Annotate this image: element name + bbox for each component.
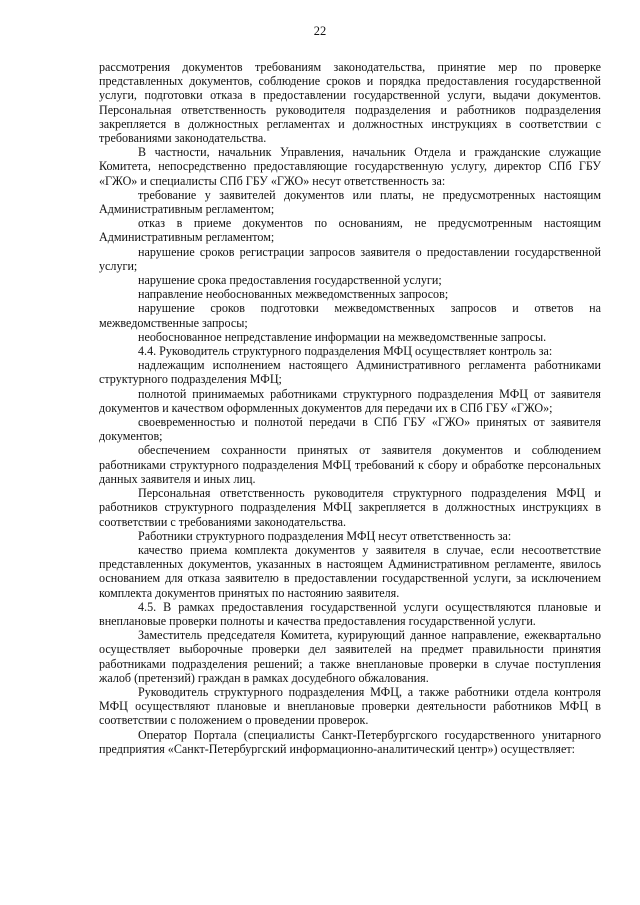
paragraph: полнотой принимаемых работниками структурного подразделения МФЦ от заявителя документов и качеством оформленных документов для передачи их в СПб ГБУ «ГЖО»;: [99, 386, 601, 415]
paragraph: требование у заявителей документов или платы, не предусмотренных настоящим Административным регламентом;: [99, 187, 601, 217]
paragraph: 4.4. Руководитель структурного подразделения МФЦ осуществляет контроль за:: [138, 344, 553, 359]
paragraph: Оператор Портала (специалисты Санкт-Петербургского государственного унитарного предприятия «Санкт-Петербургский информационно-аналитический центр») осуществляет:: [99, 727, 601, 756]
paragraph: отказ в приеме документов по основаниям, не предусмотренным настоящим Административным регламентом;: [99, 216, 601, 245]
paragraph: Персональная ответственность руководителя структурного подразделения МФЦ и работников структурного подразделения МФЦ закрепляется в должностных инструкциях в соответствии с требованиями законодательства.: [99, 486, 601, 529]
paragraph: Работники структурного подразделения МФЦ несут ответственность за:: [138, 528, 512, 543]
paragraph: Руководитель структурного подразделения МФЦ, а также работники отдела контроля МФЦ осуществляют плановые и внеплановые проверки деятельности работников МФЦ в соответствии с положением о проведении проверок.: [99, 684, 601, 728]
paragraph: надлежащим исполнением настоящего Административного регламента работниками структурного подразделения МФЦ;: [99, 358, 601, 387]
paragraph: Заместитель председателя Комитета, курирующий данное направление, ежеквартально осуществляет выборочные проверки дел заявителей на предмет правильности принятия работниками подразделения решений; а также внеплановые проверки в случае поступления жалоб (претензий) граждан в рамках досудебного обжалования.: [99, 628, 601, 685]
paragraph: рассмотрения документов требованиям законодательства, принятие мер по проверке представленных документов, соблюдение сроков и порядка предоставления государственной услуги, подготовки отказа в предоставлении государственной услуги, выдачи документов. Персональная ответственность руководителя подразделения и работников подразделения закрепляется в должностных регламентах и должностных инструкциях в соответствии с требованиями законодательства.: [99, 60, 601, 146]
paragraph: обеспечением сохранности принятых от заявителя документов и соблюдением работниками структурного подразделения МФЦ требований к сбору и обработке персональных данных заявителя и иных лиц.: [99, 443, 601, 486]
page-number: 22: [313, 24, 327, 38]
paragraph: нарушение срока предоставления государственной услуги;: [138, 273, 442, 288]
paragraph: 4.5. В рамках предоставления государственной услуги осуществляются плановые и внеплановые проверки полноты и качества предоставления государственной услуги.: [99, 599, 601, 628]
paragraph: нарушение сроков регистрации запросов заявителя о предоставлении государственной услуги;: [99, 244, 601, 273]
paragraph: В частности, начальник Управления, начальник Отдела и гражданские служащие Комитета, непосредственно предоставляющие государственную услугу, директор СПб ГБУ «ГЖО» и специалисты СПб ГБУ «ГЖО» несут ответственность за:: [99, 145, 601, 188]
document-body: [99, 60, 601, 756]
paragraph: своевременностью и полнотой передачи в СПб ГБУ «ГЖО» принятых от заявителя документов;: [99, 415, 601, 444]
paragraph: необоснованное непредставление информации на межведомственные запросы.: [138, 329, 547, 344]
paragraph: направление необоснованных межведомственных запросов;: [138, 287, 449, 302]
paragraph: качество приема комплекта документов у заявителя в случае, если несоответствие представленных документов, указанных в настоящем Административном регламенте, явилось основанием для отказа заявителю в предоставлении государственной услуги, за исключением комплекта документов принятых по настоянию заявителя.: [99, 542, 601, 600]
paragraph: нарушение сроков подготовки межведомственных запросов и ответов на межведомственные запросы;: [99, 301, 601, 330]
